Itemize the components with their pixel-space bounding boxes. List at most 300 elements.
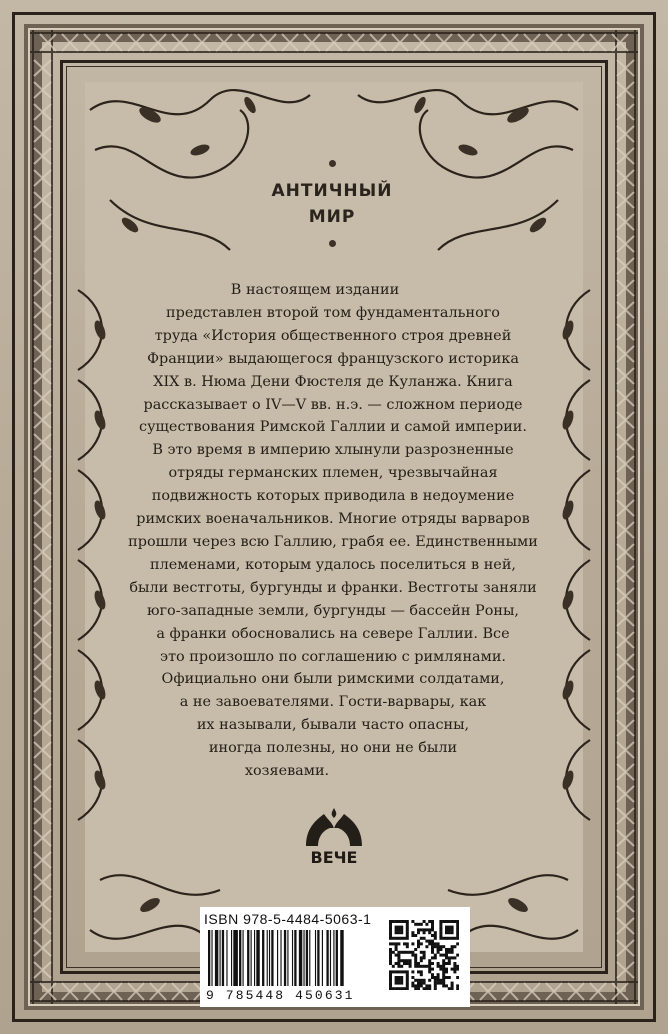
qr-module	[392, 987, 395, 990]
qr-module	[442, 970, 445, 973]
qr-module	[397, 954, 400, 957]
barcode-bar	[340, 930, 343, 986]
qr-module	[395, 926, 398, 929]
qr-module	[403, 970, 406, 973]
qr-module	[423, 931, 426, 934]
qr-module	[403, 942, 406, 945]
qr-module	[411, 976, 414, 979]
qr-module	[434, 956, 437, 959]
qr-module	[442, 976, 445, 979]
qr-module	[423, 982, 426, 985]
qr-module	[389, 948, 392, 951]
qr-module	[442, 945, 445, 948]
qr-module	[434, 937, 437, 940]
qr-module	[431, 920, 434, 923]
qr-module	[395, 942, 398, 945]
qr-module	[456, 937, 459, 940]
qr-module	[406, 934, 409, 937]
barcode-bar	[215, 930, 218, 986]
description-line: В настоящем издании	[230, 282, 400, 298]
qr-module	[414, 987, 417, 990]
qr-module	[431, 923, 434, 926]
qr-module	[392, 965, 395, 968]
qr-module	[403, 920, 406, 923]
qr-module	[431, 945, 434, 948]
qr-module	[400, 976, 403, 979]
qr-module	[445, 962, 448, 965]
qr-module	[445, 937, 448, 940]
qr-module	[434, 945, 437, 948]
qr-module	[414, 923, 417, 926]
barcode-bar	[222, 930, 224, 986]
qr-module	[451, 945, 454, 948]
qr-module	[439, 937, 442, 940]
qr-module	[397, 951, 400, 954]
qr-module	[420, 984, 423, 987]
qr-module	[411, 970, 414, 973]
qr-module	[451, 987, 454, 990]
barcode-bar	[294, 930, 296, 986]
qr-module	[411, 920, 414, 923]
qr-module	[445, 948, 448, 951]
barcode-bar	[315, 930, 316, 986]
qr-module	[439, 979, 442, 982]
qr-module	[431, 928, 434, 931]
qr-module	[434, 982, 437, 985]
qr-module	[428, 987, 431, 990]
qr-module	[445, 931, 448, 934]
qr-module	[448, 920, 451, 923]
qr-module	[389, 942, 392, 945]
qr-code-icon	[389, 920, 459, 990]
qr-module	[420, 979, 423, 982]
qr-module	[406, 923, 409, 926]
qr-module	[414, 984, 417, 987]
qr-module	[456, 926, 459, 929]
qr-module	[389, 987, 392, 990]
qr-module	[406, 982, 409, 985]
qr-module	[400, 970, 403, 973]
qr-module	[423, 956, 426, 959]
qr-module	[445, 928, 448, 931]
qr-module	[445, 970, 448, 973]
qr-module	[439, 948, 442, 951]
qr-module	[437, 948, 440, 951]
qr-module	[420, 951, 423, 954]
qr-module	[395, 945, 398, 948]
qr-module	[417, 984, 420, 987]
qr-module	[442, 973, 445, 976]
qr-module	[442, 937, 445, 940]
qr-module	[406, 931, 409, 934]
qr-module	[397, 965, 400, 968]
qr-module	[414, 962, 417, 965]
barcode-bar	[280, 930, 281, 986]
qr-module	[423, 928, 426, 931]
barcode-bar	[287, 930, 288, 986]
barcode-bar	[220, 930, 221, 986]
qr-module	[411, 984, 414, 987]
qr-module	[442, 984, 445, 987]
description-line: рассказывает о IV—V вв. н.э. — сложном периоде	[143, 396, 523, 413]
qr-module	[456, 954, 459, 957]
barcode-bar	[254, 930, 255, 986]
qr-module	[389, 934, 392, 937]
qr-module	[395, 979, 398, 982]
qr-module	[439, 926, 442, 929]
qr-module	[451, 928, 454, 931]
qr-module	[400, 926, 403, 929]
barcode-bar	[208, 930, 210, 986]
barcode-bar	[317, 930, 319, 986]
qr-module	[425, 965, 428, 968]
description-line: труда «История общественного строя древней	[154, 327, 512, 344]
qr-module	[448, 951, 451, 954]
qr-module	[411, 954, 414, 957]
qr-module	[420, 959, 423, 962]
qr-module	[406, 920, 409, 923]
barcode-bar	[299, 930, 302, 986]
qr-module	[406, 951, 409, 954]
qr-module	[400, 951, 403, 954]
barcode-bar	[226, 930, 227, 986]
barcode-bar	[277, 930, 278, 986]
qr-module	[445, 920, 448, 923]
qr-module	[403, 937, 406, 940]
qr-module	[420, 923, 423, 926]
publisher-logo-text: ВЕЧЕ	[310, 848, 358, 867]
qr-module	[397, 979, 400, 982]
description-line: племенами, которым удалось поселиться в ней,	[150, 556, 516, 573]
qr-module	[395, 931, 398, 934]
qr-module	[439, 965, 442, 968]
qr-module	[434, 942, 437, 945]
description-line: существования Римской Галлии и самой империи.	[139, 419, 527, 436]
qr-module	[437, 945, 440, 948]
qr-module	[400, 931, 403, 934]
qr-module	[437, 965, 440, 968]
qr-module	[425, 928, 428, 931]
qr-module	[442, 979, 445, 982]
qr-module	[439, 954, 442, 957]
qr-module	[417, 931, 420, 934]
qr-module	[406, 976, 409, 979]
qr-module	[442, 959, 445, 962]
description-line: а не завоевателями. Гости-варвары, как	[179, 694, 487, 711]
barcode-bar	[336, 930, 338, 986]
qr-module	[420, 982, 423, 985]
qr-module	[439, 934, 442, 937]
barcode-bar	[269, 930, 270, 986]
qr-module	[434, 979, 437, 982]
qr-module	[448, 926, 451, 929]
qr-module	[445, 984, 448, 987]
qr-module	[397, 926, 400, 929]
qr-module	[431, 973, 434, 976]
qr-module	[431, 926, 434, 929]
qr-module	[414, 934, 417, 937]
qr-module	[409, 951, 412, 954]
qr-module	[437, 973, 440, 976]
barcode-bar	[267, 930, 268, 986]
qr-module	[414, 948, 417, 951]
qr-module	[425, 923, 428, 926]
qr-module	[395, 954, 398, 957]
qr-module	[448, 976, 451, 979]
qr-module	[414, 979, 417, 982]
qr-module	[389, 954, 392, 957]
qr-module	[451, 951, 454, 954]
qr-module	[448, 962, 451, 965]
qr-module	[420, 937, 423, 940]
qr-module	[406, 928, 409, 931]
qr-module	[439, 968, 442, 971]
qr-module	[417, 982, 420, 985]
qr-module	[451, 926, 454, 929]
qr-module	[456, 976, 459, 979]
qr-module	[445, 956, 448, 959]
qr-module	[400, 959, 403, 962]
qr-module	[411, 951, 414, 954]
qr-module	[437, 976, 440, 979]
qr-module	[397, 937, 400, 940]
qr-module	[428, 979, 431, 982]
qr-module	[425, 987, 428, 990]
qr-module	[403, 959, 406, 962]
qr-module	[428, 920, 431, 923]
qr-module	[389, 937, 392, 940]
qr-module	[437, 962, 440, 965]
qr-module	[389, 984, 392, 987]
qr-module	[442, 962, 445, 965]
qr-module	[453, 962, 456, 965]
qr-module	[389, 979, 392, 982]
qr-module	[431, 951, 434, 954]
series-title-line-2: МИР	[308, 207, 356, 227]
qr-module	[428, 931, 431, 934]
qr-module	[456, 968, 459, 971]
qr-module	[442, 920, 445, 923]
qr-module	[456, 934, 459, 937]
barcode-digits: 9 785448 450631	[206, 988, 355, 1003]
qr-module	[397, 962, 400, 965]
qr-module	[400, 928, 403, 931]
qr-module	[431, 956, 434, 959]
qr-module	[417, 923, 420, 926]
qr-module	[411, 934, 414, 937]
qr-module	[420, 942, 423, 945]
qr-module	[434, 934, 437, 937]
qr-module	[448, 928, 451, 931]
qr-module	[389, 928, 392, 931]
qr-module	[397, 959, 400, 962]
qr-module	[409, 965, 412, 968]
qr-module	[456, 942, 459, 945]
title-ornament-dot-top	[329, 160, 336, 167]
description-line: Официально они были римскими солдатами,	[161, 671, 505, 688]
qr-module	[406, 945, 409, 948]
description-line: Франции» выдающегося французского историка	[147, 350, 519, 367]
qr-module	[423, 951, 426, 954]
qr-module	[420, 970, 423, 973]
qr-module	[431, 934, 434, 937]
qr-module	[395, 962, 398, 965]
barcode-bar	[284, 930, 286, 986]
qr-module	[389, 962, 392, 965]
qr-module	[445, 968, 448, 971]
qr-module	[420, 928, 423, 931]
qr-module	[389, 931, 392, 934]
book-description	[118, 279, 548, 783]
barcode-bar	[292, 930, 293, 986]
qr-module	[456, 920, 459, 923]
qr-module	[400, 920, 403, 923]
qr-module	[425, 984, 428, 987]
qr-module	[406, 984, 409, 987]
qr-module	[403, 951, 406, 954]
qr-module	[414, 959, 417, 962]
qr-module	[448, 956, 451, 959]
qr-module	[395, 976, 398, 979]
qr-module	[431, 948, 434, 951]
qr-module	[397, 987, 400, 990]
qr-module	[442, 982, 445, 985]
series-title-line-1: АНТИЧНЫЙ	[271, 181, 393, 201]
qr-module	[451, 968, 454, 971]
qr-module	[395, 987, 398, 990]
qr-module	[456, 923, 459, 926]
qr-module	[406, 926, 409, 929]
description-line: XIX в. Нюма Дени Фюстеля де Куланжа. Книга	[153, 373, 513, 390]
qr-module	[406, 942, 409, 945]
description-line: иногда полезны, но они не были	[208, 740, 458, 757]
description-line: римских военачальников. Многие отряды варваров	[136, 511, 530, 528]
qr-module	[406, 962, 409, 965]
description-line: отряды германских племен, чрезвычайная	[168, 465, 498, 482]
qr-module	[417, 942, 420, 945]
qr-module	[397, 956, 400, 959]
qr-module	[428, 928, 431, 931]
qr-module	[411, 931, 414, 934]
qr-module	[425, 940, 428, 943]
qr-module	[456, 965, 459, 968]
qr-module	[389, 920, 392, 923]
barcode-bar	[247, 930, 249, 986]
qr-module	[448, 931, 451, 934]
qr-module	[420, 973, 423, 976]
title-ornament-dot-bottom	[329, 240, 336, 247]
qr-module	[445, 926, 448, 929]
qr-module	[420, 965, 423, 968]
qr-module	[456, 984, 459, 987]
qr-module	[448, 959, 451, 962]
qr-module	[456, 987, 459, 990]
qr-module	[451, 982, 454, 985]
barcode-bar	[309, 930, 310, 986]
qr-module	[431, 968, 434, 971]
qr-module	[395, 928, 398, 931]
description-line: а франки обосновались на севере Галлии. Все	[156, 625, 510, 642]
qr-module	[437, 982, 440, 985]
qr-module	[406, 973, 409, 976]
description-line: хозяевами.	[244, 763, 330, 780]
qr-module	[392, 951, 395, 954]
qr-module	[389, 956, 392, 959]
description-line: их называли, бывали часто опасны,	[196, 717, 470, 734]
qr-module	[414, 965, 417, 968]
qr-module	[451, 956, 454, 959]
barcode-bar	[303, 930, 304, 986]
qr-module	[397, 931, 400, 934]
qr-module	[423, 937, 426, 940]
qr-module	[423, 954, 426, 957]
qr-module	[409, 959, 412, 962]
qr-module	[431, 962, 434, 965]
description-line: юго-западные земли, бургунды — бассейн Роны,	[146, 602, 520, 619]
barcode-bar	[326, 930, 328, 986]
qr-module	[406, 937, 409, 940]
qr-module	[395, 937, 398, 940]
barcode-bar	[239, 930, 241, 986]
qr-module	[411, 942, 414, 945]
qr-module	[392, 942, 395, 945]
qr-module	[439, 928, 442, 931]
qr-module	[389, 982, 392, 985]
barcode-bar	[262, 930, 264, 986]
qr-module	[400, 979, 403, 982]
qr-module	[425, 945, 428, 948]
qr-module	[406, 970, 409, 973]
description-line: В это время в империю хлынули разрозненные	[152, 442, 514, 459]
qr-module	[395, 920, 398, 923]
qr-module	[439, 945, 442, 948]
qr-module	[400, 982, 403, 985]
qr-module	[428, 984, 431, 987]
qr-module	[453, 965, 456, 968]
qr-module	[437, 979, 440, 982]
qr-module	[409, 962, 412, 965]
qr-module	[428, 962, 431, 965]
qr-module	[411, 982, 414, 985]
qr-module	[448, 948, 451, 951]
qr-module	[395, 948, 398, 951]
qr-module	[451, 937, 454, 940]
qr-module	[414, 954, 417, 957]
qr-module	[400, 987, 403, 990]
qr-module	[434, 954, 437, 957]
description-line: подвижность которых приводила в недоумение	[151, 488, 515, 505]
qr-module	[448, 987, 451, 990]
barcode-bar	[271, 930, 273, 986]
barcode-bar	[233, 930, 238, 986]
qr-module	[406, 959, 409, 962]
qr-module	[439, 982, 442, 985]
qr-module	[417, 928, 420, 931]
qr-module	[392, 920, 395, 923]
qr-module	[453, 945, 456, 948]
qr-module	[442, 968, 445, 971]
qr-module	[445, 951, 448, 954]
qr-module	[417, 979, 420, 982]
qr-module	[397, 982, 400, 985]
qr-module	[428, 942, 431, 945]
qr-module	[417, 962, 420, 965]
qr-module	[434, 931, 437, 934]
qr-module	[453, 970, 456, 973]
qr-module	[451, 948, 454, 951]
qr-module	[445, 976, 448, 979]
qr-module	[439, 923, 442, 926]
